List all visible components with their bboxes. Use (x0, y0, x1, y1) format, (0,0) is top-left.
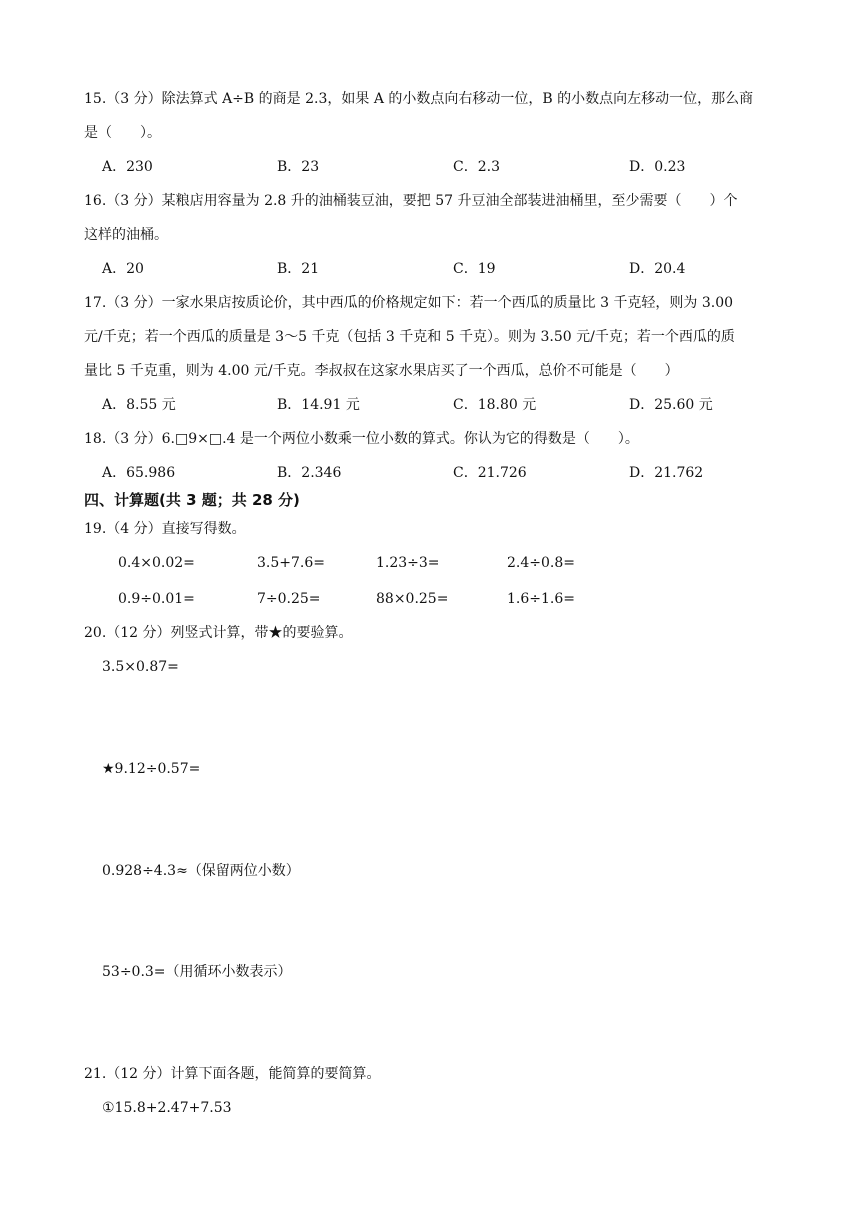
q18-option-c: C．21.726 (453, 465, 527, 481)
q18-option-a: A．65.986 (102, 465, 176, 481)
q20-stem: 20.（12 分）列竖式计算，带★的要验算。 (84, 625, 353, 641)
q16-line-1: 16.（3 分）某粮店用容量为 2.8 升的油桶装豆油，要把 57 升豆油全部装进油桶里，至少需要（ ）个 (84, 193, 738, 209)
q19-item-3: 1.23÷3= (376, 555, 440, 571)
q16-option-d: D．20.4 (629, 261, 686, 277)
q21-stem: 21.（12 分）计算下面各题，能简算的要简算。 (84, 1066, 381, 1082)
q17-option-a: A．8.55 元 (102, 397, 176, 413)
q17-option-d: D．25.60 元 (629, 397, 713, 413)
q20-item-3: 0.928÷4.3≈（保留两位小数） (102, 863, 300, 879)
q16-option-b: B．21 (277, 261, 320, 277)
q19-item-4: 2.4÷0.8= (507, 555, 575, 571)
q20-item-1: 3.5×0.87= (102, 659, 179, 675)
q15-option-d: D．0.23 (629, 159, 686, 175)
q18-option-d: D．21.762 (629, 465, 704, 481)
q19-item-5: 0.9÷0.01= (118, 591, 195, 607)
q20-item-2: ★9.12÷0.57= (102, 761, 201, 777)
q17-line-3: 量比 5 千克重，则为 4.00 元/千克。李叔叔在这家水果店买了一个西瓜，总价不可能是（ ） (84, 363, 679, 379)
q16-option-c: C．19 (453, 261, 496, 277)
section-heading: 四、计算题(共 3 题；共 28 分) (84, 491, 300, 509)
q20-item-4: 53÷0.3=（用循环小数表示） (102, 964, 292, 980)
q19-item-1: 0.4×0.02= (118, 555, 195, 571)
q15-option-b: B．23 (277, 159, 320, 175)
q15-line-1: 15.（3 分）除法算式 A÷B 的商是 2.3，如果 A 的小数点向右移动一位，B 的小数点向左移动一位，那么商 (84, 91, 754, 107)
q16-option-a: A．20 (102, 261, 144, 277)
q19-item-8: 1.6÷1.6= (507, 591, 575, 607)
q19-item-2: 3.5+7.6= (257, 555, 325, 571)
q17-line-1: 17.（3 分）一家水果店按质论价，其中西瓜的价格规定如下：若一个西瓜的质量比 3 千克轻，则为 3.00 (84, 295, 734, 311)
q19-stem: 19.（4 分）直接写得数。 (84, 521, 246, 537)
q18-option-b: B．2.346 (277, 465, 342, 481)
q17-option-c: C．18.80 元 (453, 397, 537, 413)
q19-item-7: 88×0.25= (376, 591, 449, 607)
q15-option-c: C．2.3 (453, 159, 500, 175)
q18-line-1: 18.（3 分）6.□9×□.4 是一个两位小数乘一位小数的算式。你认为它的得数是（ ）。 (84, 431, 639, 447)
q15-line-2: 是（ ）。 (84, 125, 161, 141)
q21-item-1: ①15.8+2.47+7.53 (102, 1100, 232, 1116)
q17-option-b: B．14.91 元 (277, 397, 360, 413)
q15-option-a: A．230 (102, 159, 153, 175)
q19-item-6: 7÷0.25= (257, 591, 321, 607)
q16-line-2: 这样的油桶。 (84, 227, 168, 243)
q17-line-2: 元/千克；若一个西瓜的质量是 3～5 千克（包括 3 千克和 5 千克）。则为 3.50 元/千克；若一个西瓜的质 (84, 329, 735, 345)
